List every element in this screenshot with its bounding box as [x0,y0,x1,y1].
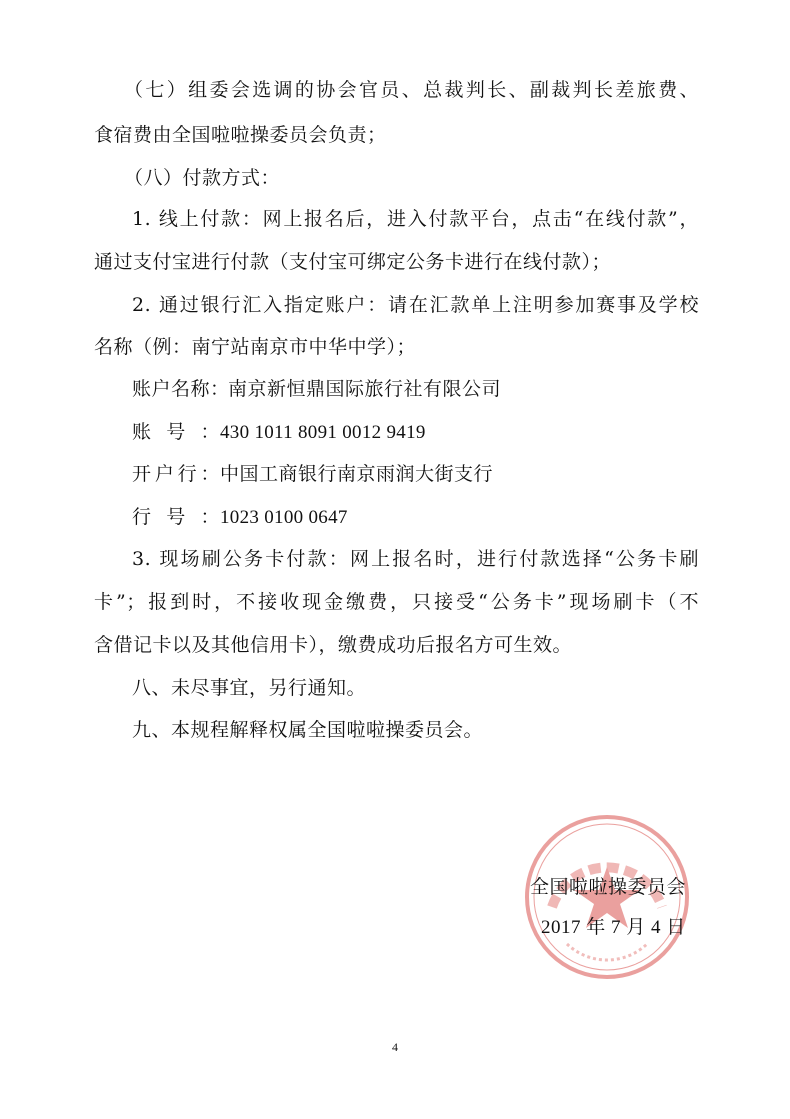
paragraph-eight-heading: （八）付款方式： [124,167,281,189]
account-name-label: 账户名称： [132,378,230,400]
bank-code-row [132,505,348,530]
online-payment-line-2: 通过支付宝进行付款（支付宝可绑定公务卡进行在线付款）； [94,251,612,273]
signature-date: 2017 年 7 月 4 日 [541,917,686,938]
online-payment-line-1: 1. 线上付款：网上报名后，进入付款平台，点击“在线付款”， [132,208,699,230]
bank-name-row [132,462,493,486]
item-nine: 九、本规程解释权属全国啦啦操委员会。 [132,719,484,741]
seal-number-arc [567,944,647,960]
account-number-row [132,420,426,445]
bank-transfer-line-1: 2. 通过银行汇入指定账户：请在汇款单上注明参加赛事及学校 [132,294,699,316]
paragraph-seven-line-1: （七）组委会选调的协会官员、总裁判长、副裁判长差旅费、 [124,79,699,101]
account-number-label: 账号： [132,421,220,443]
bank-transfer-line-2: 名称（例：南宁站南京市中华中学）； [94,336,417,358]
bank-code-label: 行号： [132,506,220,528]
account-name-row [132,377,501,401]
card-payment-line-1: 3. 现场刷公务卡付款：网上报名时，进行付款选择“公务卡刷 [132,548,699,570]
paragraph-seven-line-2: 食宿费由全国啦啦操委员会负责； [94,124,387,146]
signature-organization: 全国啦啦操委员会 [530,876,687,898]
bank-code-value: 1023 0100 0647 [220,507,348,528]
account-name-value: 南京新恒鼎国际旅行社有限公司 [228,378,502,400]
card-payment-line-2: 卡”；报到时，不接收现金缴费，只接受“公务卡”现场刷卡（不 [94,591,699,613]
item-eight: 八、未尽事宜，另行通知。 [132,677,367,699]
bank-name-label: 开户行： [132,463,220,485]
bank-name-value: 中国工商银行南京雨润大街支行 [220,463,494,485]
card-payment-line-3: 含借记卡以及其他信用卡），缴费成功后报名方可生效。 [94,634,573,656]
account-number-value: 430 1011 8091 0012 9419 [220,422,426,443]
page-number: 4 [392,1040,398,1054]
